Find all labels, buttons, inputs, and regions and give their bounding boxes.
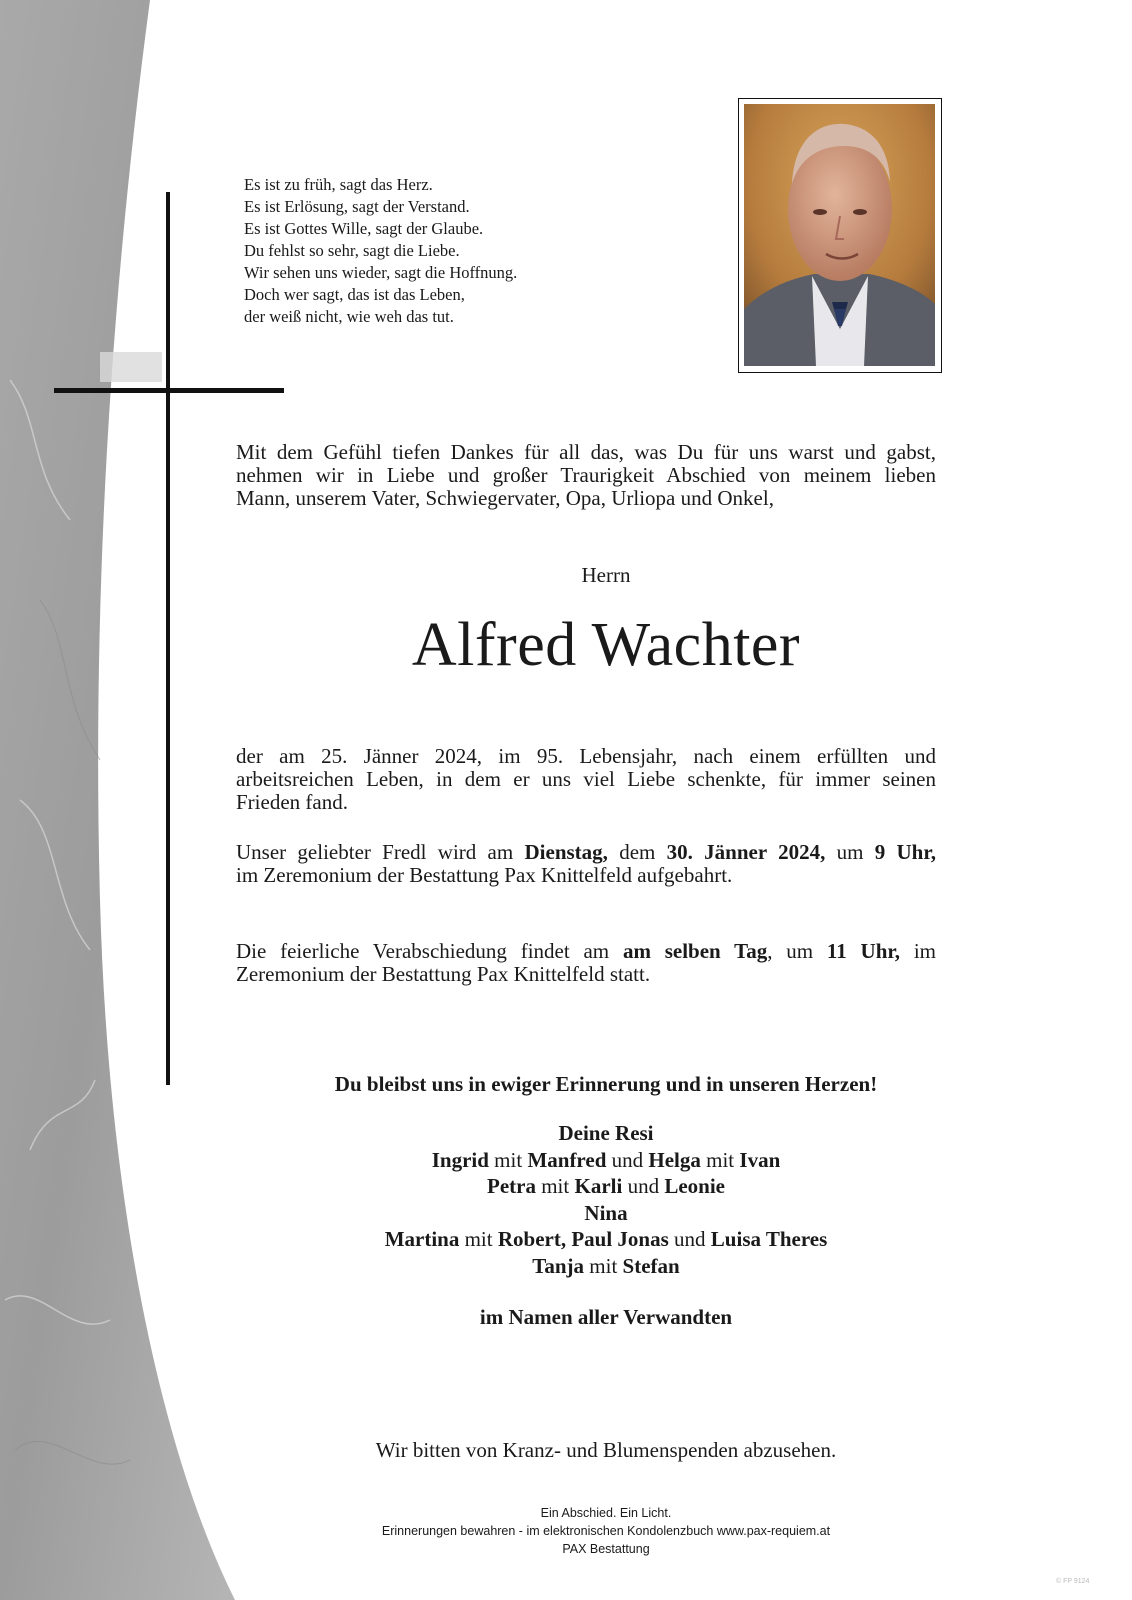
family-line — [40, 1147, 1132, 1174]
viewing-line — [236, 841, 936, 864]
footer-line: Erinnerungen bewahren - im elektronischen Kondolenzbuch www.pax-requiem.at — [381, 1524, 831, 1538]
family-member: Karli — [574, 1174, 623, 1198]
family-connector: und — [622, 1174, 665, 1198]
family-member: Leonie — [664, 1174, 725, 1198]
family-line — [40, 1226, 1132, 1253]
farewell-text: , um — [767, 939, 827, 963]
family-member: Tanja — [532, 1253, 585, 1278]
viewing-text: dem — [607, 840, 667, 864]
family-connector: mit — [535, 1174, 575, 1198]
notice-line: der am 25. Jänner 2024, im 95. Lebensjahr, nach einem erfüllten und — [236, 744, 936, 768]
family-member: Robert, Paul Jonas — [497, 1227, 669, 1251]
donation-request: Wir bitten von Kranz- und Blumenspenden abzusehen. — [375, 1438, 837, 1462]
deceased-name: Alfred Wachter — [411, 611, 801, 679]
farewell-line — [236, 940, 936, 963]
farewell-line-2: Zeremonium der Bestattung Pax Knittelfeld statt. — [236, 962, 651, 986]
family-line — [40, 1173, 1132, 1200]
poem-line: Doch wer sagt, das ist das Leben, — [244, 285, 465, 304]
family-member: Manfred — [527, 1147, 607, 1172]
family-connector: mit — [584, 1253, 623, 1278]
viewing-time: 9 Uhr, — [874, 840, 937, 864]
poem-line: Es ist zu früh, sagt das Herz. — [244, 175, 433, 194]
farewell-paragraph — [236, 940, 936, 986]
death-notice-paragraph — [236, 745, 936, 814]
notice-line: Frieden fand. — [236, 790, 348, 814]
viewing-text: Unser geliebter Fredl wird am — [236, 840, 525, 864]
cross-horizontal-bar — [54, 388, 284, 393]
poem-line: der weiß nicht, wie weh das tut. — [244, 307, 454, 326]
viewing-paragraph — [236, 841, 936, 887]
family-member: Martina — [384, 1227, 460, 1251]
marble-border — [0, 0, 260, 1600]
family-connector: und — [606, 1147, 649, 1172]
family-line: Deine Resi — [558, 1121, 654, 1145]
portrait-photo — [744, 104, 935, 366]
portrait-frame — [738, 98, 942, 373]
viewing-line-2: im Zeremonium der Bestattung Pax Knittelfeld aufgebahrt. — [236, 863, 733, 887]
family-connector: und — [668, 1227, 711, 1251]
intro-paragraph — [236, 441, 936, 510]
farewell-text: im — [900, 939, 936, 963]
relatives-line: im Namen aller Verwandten — [479, 1305, 733, 1329]
family-line: Nina — [584, 1200, 628, 1225]
farewell-day: am selben Tag — [622, 939, 768, 963]
viewing-day: Dienstag, — [524, 840, 608, 864]
family-member: Luisa Theres — [710, 1227, 828, 1251]
family-member: Stefan — [622, 1253, 680, 1278]
poem-line: Wir sehen uns wieder, sagt die Hoffnung. — [244, 263, 518, 282]
intro-line: nehmen wir in Liebe und großer Traurigkeit Abschied von meinem lieben — [236, 463, 936, 487]
poem — [244, 174, 517, 328]
honorific: Herrn — [581, 563, 631, 587]
intro-line: Mit dem Gefühl tiefen Dankes für all das, was Du für uns warst und gabst, — [236, 440, 936, 464]
notice-line: arbeitsreichen Leben, in dem er uns viel Liebe schenkte, für immer seinen — [236, 767, 936, 791]
family-member: Petra — [487, 1174, 536, 1198]
cross-highlight — [100, 352, 162, 382]
footer — [40, 1504, 1132, 1558]
farewell-text: Die feierliche Verabschiedung findet am — [236, 939, 623, 963]
viewing-text: um — [825, 840, 875, 864]
closing-sentence: Du bleibst uns in ewiger Erinnerung und in unseren Herzen! — [334, 1072, 878, 1096]
family-connector: mit — [488, 1147, 528, 1172]
footer-line: PAX Bestattung — [562, 1542, 650, 1556]
footer-line: Ein Abschied. Ein Licht. — [540, 1506, 672, 1520]
family-list — [40, 1120, 1132, 1279]
intro-line: Mann, unserem Vater, Schwiegervater, Opa, Urliopa und Onkel, — [236, 486, 774, 510]
corner-code: © FP 9124 — [1056, 1578, 1090, 1585]
family-member: Helga — [648, 1147, 701, 1172]
farewell-time: 11 Uhr, — [826, 939, 901, 963]
poem-line: Es ist Erlösung, sagt der Verstand. — [244, 197, 470, 216]
family-connector: mit — [700, 1147, 740, 1172]
family-line — [40, 1253, 1132, 1280]
poem-line: Es ist Gottes Wille, sagt der Glaube. — [244, 219, 484, 238]
family-member: Ingrid — [431, 1147, 489, 1172]
family-connector: mit — [459, 1227, 498, 1251]
family-member: Ivan — [739, 1147, 781, 1172]
viewing-date: 30. Jänner 2024, — [666, 840, 826, 864]
poem-line: Du fehlst so sehr, sagt die Liebe. — [244, 241, 460, 260]
